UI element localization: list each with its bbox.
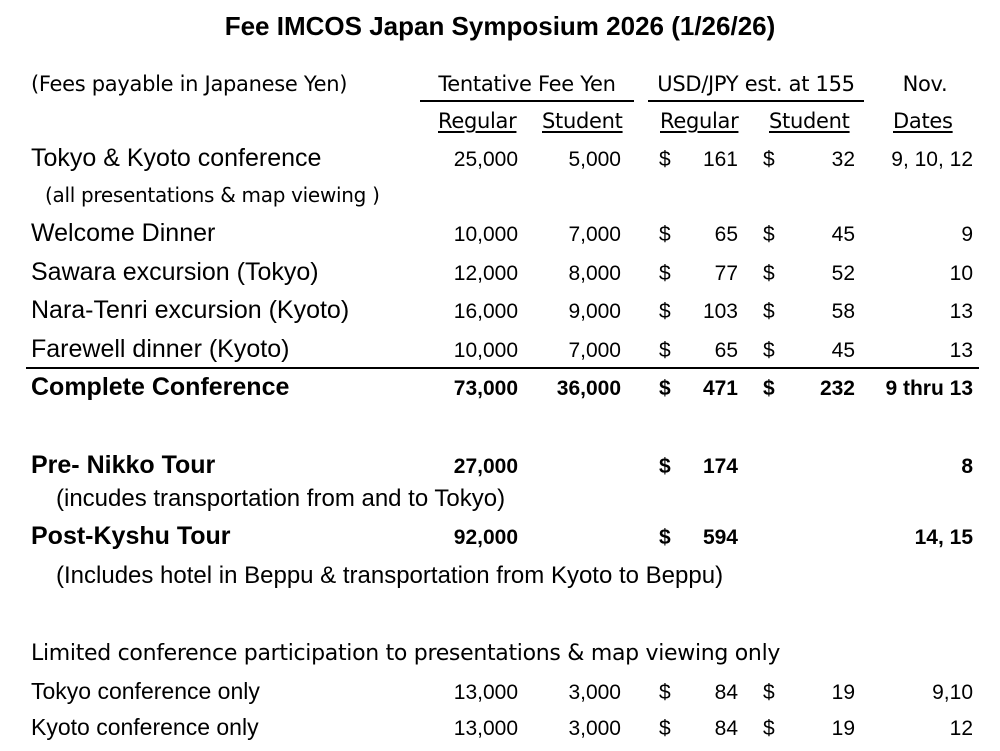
group-header-dates: Nov. <box>902 72 948 96</box>
limited-row-student: 3,000 <box>568 717 621 740</box>
row-usd-student: 52 <box>831 262 855 285</box>
limited-row-regular: 13,000 <box>453 681 518 704</box>
col-header-usd-regular: Regular <box>660 109 739 133</box>
row-label: Tokyo & Kyoto conference <box>31 144 322 172</box>
row-usd-sign: $ <box>763 262 775 285</box>
row-student: 8,000 <box>568 262 621 285</box>
limited-row-usd-sign: $ <box>763 681 775 704</box>
row-usd-sign: $ <box>659 148 671 171</box>
limited-row-usd-sign: $ <box>763 717 775 740</box>
tour-regular: 92,000 <box>453 526 518 549</box>
limited-row-label: Tokyo conference only <box>31 678 260 704</box>
col-header-dates: Dates <box>893 109 953 133</box>
row-label: Welcome Dinner <box>31 219 216 247</box>
tour-usd-sign: $ <box>659 455 671 478</box>
tour-note: (Includes hotel in Beppu & transportation from Kyoto to Beppu) <box>56 562 724 589</box>
row-usd-student: 32 <box>831 148 855 171</box>
row-regular: 10,000 <box>453 339 518 362</box>
row-regular: 12,000 <box>453 262 518 285</box>
limited-heading: Limited conference participation to presentations & map viewing only <box>31 641 781 666</box>
row-usd-regular: 103 <box>702 300 738 323</box>
row-sublabel: (all presentations & map viewing ) <box>45 183 380 207</box>
limited-row-usd-sign: $ <box>659 717 671 740</box>
row-dates: 9, 10, 12 <box>891 148 973 171</box>
row-dates: 10 <box>949 262 973 285</box>
row-dates: 13 <box>949 300 973 323</box>
total-usd-sign: $ <box>659 377 671 400</box>
total-student: 36,000 <box>556 377 621 400</box>
limited-row-dates: 12 <box>949 717 973 740</box>
row-label: Nara-Tenri excursion (Kyoto) <box>31 296 350 324</box>
limited-row-usd-sign: $ <box>659 681 671 704</box>
limited-row-dates: 9,10 <box>932 681 973 704</box>
row-student: 7,000 <box>568 223 621 246</box>
total-regular: 73,000 <box>453 377 518 400</box>
tour-regular: 27,000 <box>453 455 518 478</box>
tour-usd-sign: $ <box>659 526 671 549</box>
row-usd-regular: 65 <box>714 339 738 362</box>
row-student: 7,000 <box>568 339 621 362</box>
limited-row-usd-regular: 84 <box>714 681 738 704</box>
tour-dates: 14, 15 <box>914 526 973 549</box>
col-header-usd-student: Student <box>769 109 850 133</box>
page-title: Fee IMCOS Japan Symposium 2026 (1/26/26) <box>224 11 776 41</box>
row-student: 5,000 <box>568 148 621 171</box>
row-regular: 25,000 <box>453 148 518 171</box>
total-divider <box>26 367 979 369</box>
limited-row-student: 3,000 <box>568 681 621 704</box>
tour-label: Post-Kyshu Tour <box>31 522 231 550</box>
row-usd-sign: $ <box>659 262 671 285</box>
row-label: Sawara excursion (Tokyo) <box>31 258 319 286</box>
tour-usd-regular: 174 <box>702 455 738 478</box>
total-dates: 9 thru 13 <box>885 377 973 400</box>
tour-note: (incudes transportation from and to Tokyo) <box>56 485 506 512</box>
col-header-student: Student <box>542 109 623 133</box>
row-usd-student: 45 <box>831 223 855 246</box>
row-usd-sign: $ <box>763 339 775 362</box>
group-header-usd-rule <box>648 100 864 102</box>
row-usd-sign: $ <box>659 223 671 246</box>
total-usd-sign: $ <box>763 377 775 400</box>
total-usd-regular: 471 <box>702 377 738 400</box>
row-usd-regular: 77 <box>714 262 738 285</box>
row-usd-sign: $ <box>763 223 775 246</box>
row-usd-sign: $ <box>659 339 671 362</box>
tour-usd-regular: 594 <box>702 526 738 549</box>
row-dates: 9 <box>961 223 973 246</box>
col-header-regular: Regular <box>438 109 517 133</box>
row-usd-student: 45 <box>831 339 855 362</box>
row-dates: 13 <box>949 339 973 362</box>
row-usd-student: 58 <box>831 300 855 323</box>
limited-row-label: Kyoto conference only <box>31 714 259 740</box>
group-header-usd: USD/JPY est. at 155 <box>657 72 855 96</box>
row-regular: 16,000 <box>453 300 518 323</box>
row-usd-sign: $ <box>763 148 775 171</box>
tour-dates: 8 <box>961 455 973 478</box>
group-header-yen: Tentative Fee Yen <box>438 72 616 96</box>
row-regular: 10,000 <box>453 223 518 246</box>
limited-row-usd-student: 19 <box>831 717 855 740</box>
group-header-yen-rule <box>420 100 634 102</box>
row-usd-regular: 161 <box>702 148 738 171</box>
limited-row-regular: 13,000 <box>453 717 518 740</box>
tour-label: Pre- Nikko Tour <box>31 451 216 479</box>
fees-note: (Fees payable in Japanese Yen) <box>31 72 348 96</box>
limited-row-usd-regular: 84 <box>714 717 738 740</box>
row-usd-sign: $ <box>659 300 671 323</box>
row-student: 9,000 <box>568 300 621 323</box>
row-usd-regular: 65 <box>714 223 738 246</box>
total-label: Complete Conference <box>31 373 290 401</box>
limited-row-usd-student: 19 <box>831 681 855 704</box>
row-label: Farewell dinner (Kyoto) <box>31 335 290 363</box>
total-usd-student: 232 <box>819 377 855 400</box>
row-usd-sign: $ <box>763 300 775 323</box>
